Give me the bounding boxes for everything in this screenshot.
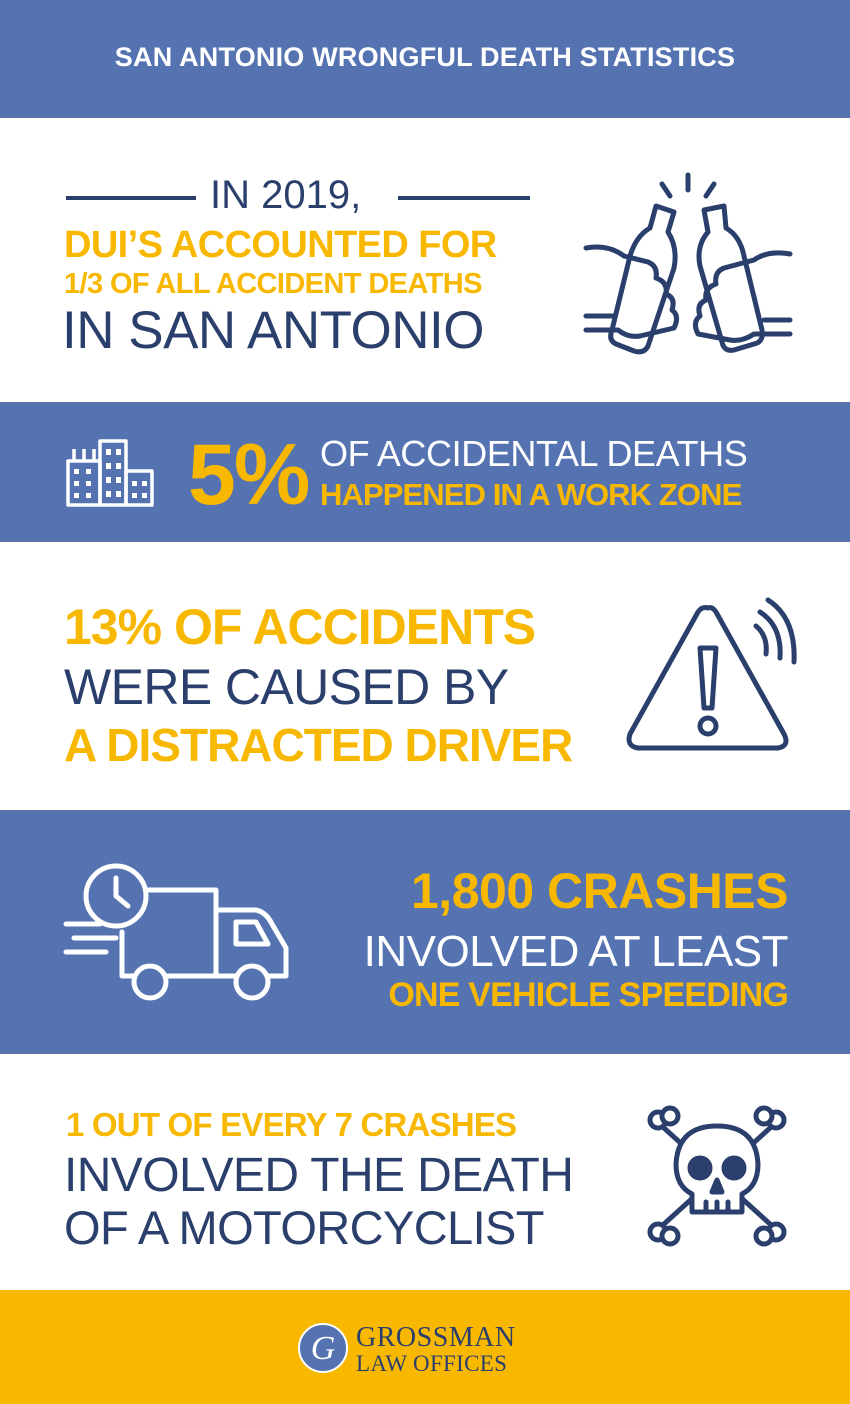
dui-section	[0, 118, 850, 402]
motorcycle-line1: 1 OUT OF EVERY 7 CRASHES	[66, 1106, 517, 1143]
page-title: SAN ANTONIO WRONGFUL DEATH STATISTICS	[114, 42, 736, 72]
speeding-truck-icon	[60, 860, 300, 1010]
brand-name: GROSSMAN	[356, 1322, 516, 1353]
distracted-line1: 13% OF ACCIDENTS	[64, 599, 536, 655]
distracted-section	[0, 542, 850, 810]
dui-year-text: IN 2019,	[210, 173, 362, 217]
motorcycle-section	[0, 1054, 850, 1290]
divider-line-right	[398, 196, 530, 200]
dui-location: IN SAN ANTONIO	[62, 301, 484, 360]
speeding-line2: INVOLVED AT LEAST	[363, 927, 788, 976]
work-zone-percent: 5%	[188, 427, 309, 523]
brand-subtitle: LAW OFFICES	[356, 1351, 508, 1376]
dui-subline: 1/3 OF ALL ACCIDENT DEATHS	[64, 268, 482, 300]
speeding-line1: 1,800 CRASHES	[411, 863, 788, 919]
divider-line-left	[66, 196, 196, 200]
beer-toast-icon	[578, 170, 798, 370]
speeding-section	[0, 810, 850, 1054]
speeding-line3: ONE VEHICLE SPEEDING	[388, 976, 788, 1014]
warning-triangle-icon	[622, 602, 792, 752]
logo-letter: G	[310, 1330, 336, 1367]
work-zone-line2: HAPPENED IN A WORK ZONE	[320, 477, 742, 512]
logo-badge	[298, 1323, 348, 1373]
distracted-line3: A DISTRACTED DRIVER	[64, 719, 573, 771]
building-icon	[64, 435, 156, 509]
skull-crossbones-icon	[642, 1106, 792, 1246]
work-zone-section	[0, 402, 850, 542]
distracted-line2: WERE CAUSED BY	[64, 659, 509, 715]
motorcycle-line3: OF A MOTORCYCLIST	[64, 1201, 544, 1254]
footer-banner	[0, 1290, 850, 1404]
header-banner	[0, 0, 850, 118]
motorcycle-line2: INVOLVED THE DEATH	[64, 1149, 574, 1202]
work-zone-line1: OF ACCIDENTAL DEATHS	[320, 433, 748, 474]
dui-headline: DUI’S ACCOUNTED FOR	[64, 224, 497, 266]
